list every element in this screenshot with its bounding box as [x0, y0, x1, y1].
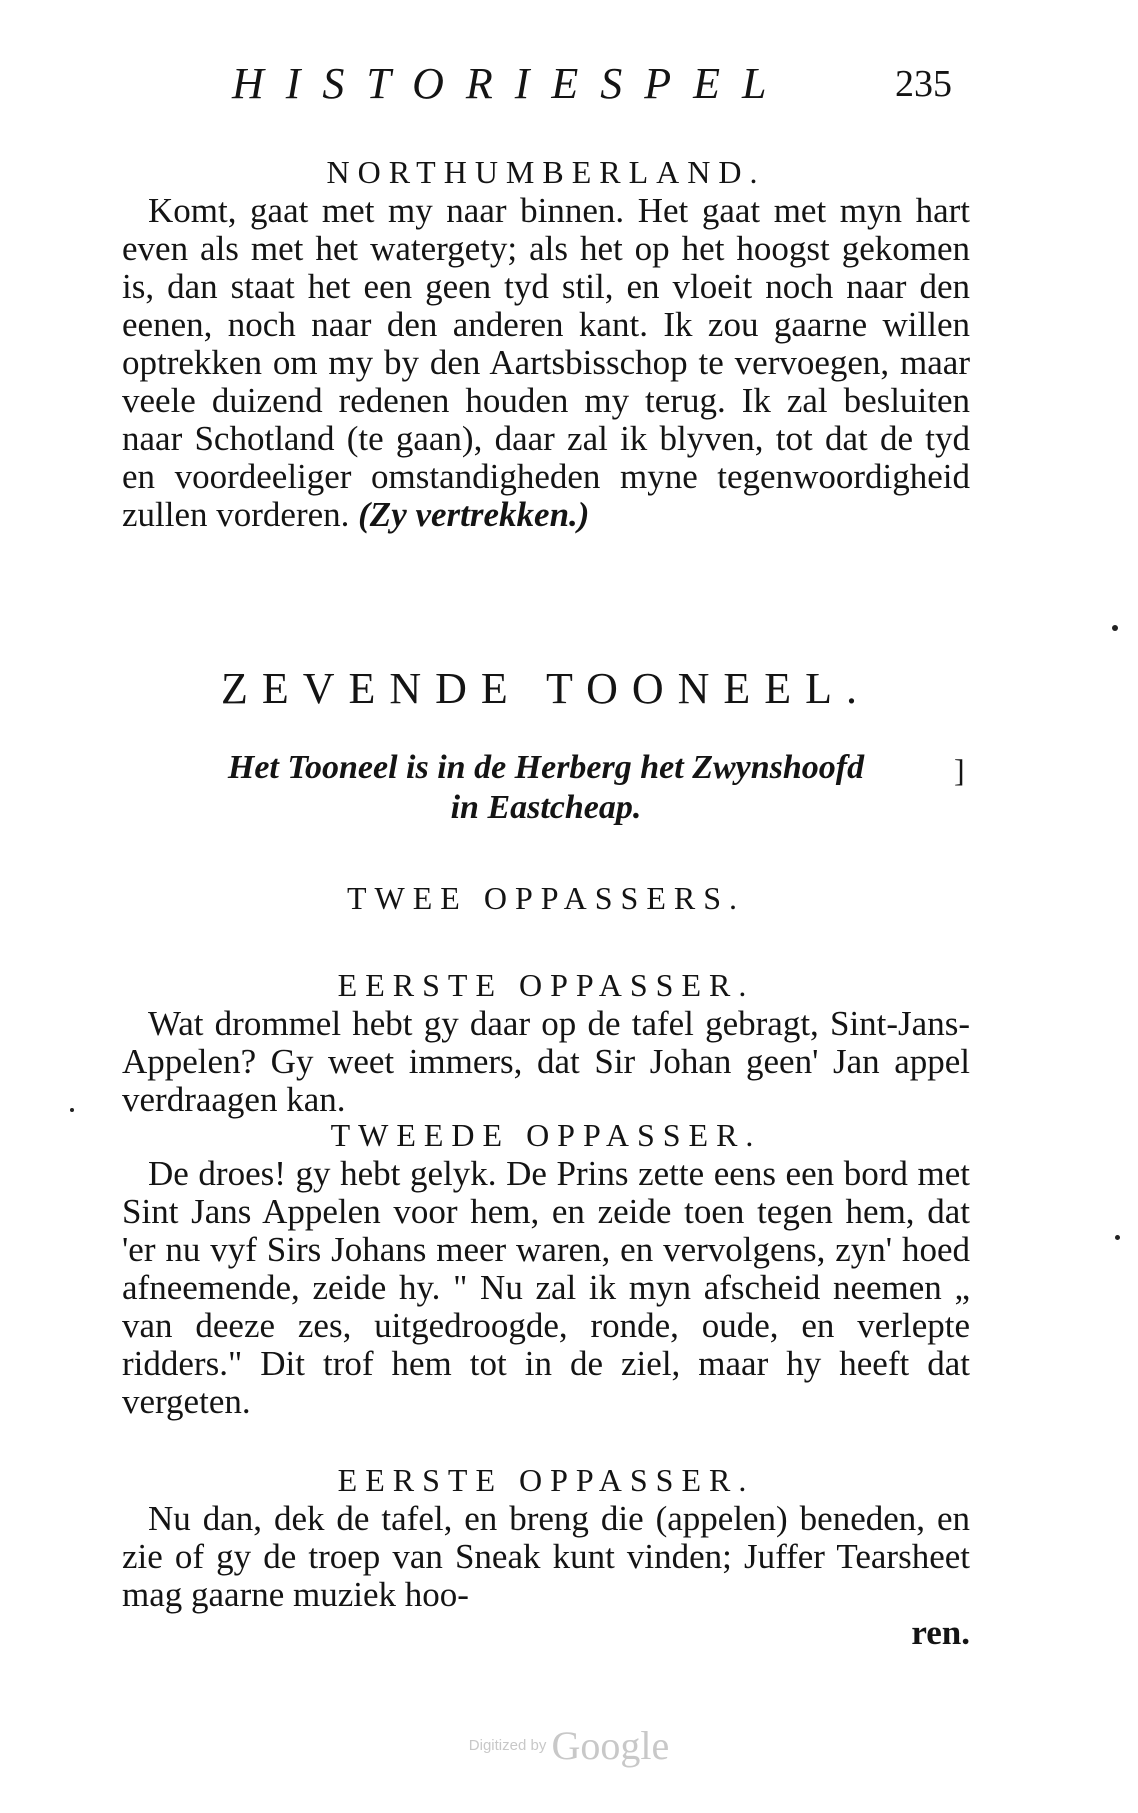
characters-line: TWEE OPPASSERS.	[347, 880, 745, 916]
scene-setting	[122, 748, 970, 828]
watermark-small: Digitized by	[468, 1737, 547, 1754]
scene-heading: ZEVENDE TOONEEL.	[220, 664, 872, 713]
dramatis-personae	[122, 878, 970, 918]
watermark-logo: Google	[551, 1723, 670, 1768]
speech-eerste-oppasser-1	[122, 965, 970, 1119]
scene-setting-line: in Eastcheap.	[450, 789, 642, 826]
speech-text: De droes! gy hebt gelyk. De Prins zette eens een bord met Sint Jans Appelen voor hem, en zeide toen tegen hem, dat 'er nu vyf Sirs Johans meer waren, en vervolgens, zyn' hoed afneemende, zeide hy. " Nu zal ik myn afscheid neemen „ van deeze zes, uitgedroogde, ronde, oude, en verlepte ridders." Dit trof hem tot in de ziel, maar hy heeft dat vergeten.	[122, 1154, 970, 1421]
speech-northumberland	[122, 152, 970, 534]
scene-setting-line: Het Tooneel is in de Herberg het Zwynshoofd	[227, 749, 865, 786]
speaker-name: TWEEDE OPPASSER.	[330, 1117, 762, 1153]
ink-speck	[1112, 625, 1118, 631]
speaker-name: EERSTE OPPASSER.	[337, 1462, 755, 1498]
page-number: 235	[895, 63, 952, 105]
speech-text: Komt, gaat met my naar binnen. Het gaat met myn hart even als met het watergety; als het op het hoogst gekomen is, dan staat het een geen tyd stil, en vloeit noch naar den eenen, noch naar den anderen kant. Ik zou gaarne willen optrekken om my by den Aartsbisschop te vervoegen, maar veele duizend redenen houden my terug. Ik zal besluiten naar Schotland (te gaan), daar zal ik blyven, tot dat de tyd en voordeeliger omstandigheden myne tegenwoordigheid zullen vorderen. (Zy vertrekken.)	[122, 191, 970, 534]
catchword: ren.	[911, 1613, 970, 1652]
digitized-watermark	[0, 1722, 1138, 1769]
ink-speck	[1115, 1235, 1120, 1240]
running-head	[232, 58, 952, 118]
running-title: HISTORIESPEL	[232, 59, 789, 108]
speaker-name: NORTHUMBERLAND.	[326, 154, 766, 190]
stage-direction: (Zy vertrekken.)	[358, 495, 590, 534]
speech-text: Wat drommel hebt gy daar op de tafel gebragt, Sint-Jans-Appelen? Gy weet immers, dat Sir Johan geen' Jan appel verdraagen kan.	[122, 1004, 970, 1119]
speech-eerste-oppasser-2	[122, 1460, 970, 1652]
speaker-name: EERSTE OPPASSER.	[337, 967, 755, 1003]
margin-bracket: ]	[954, 752, 965, 788]
speech-tweede-oppasser	[122, 1115, 970, 1421]
ink-speck	[70, 1108, 74, 1112]
speech-text: Nu dan, dek de tafel, en breng die (appelen) beneden, en zie of gy de troep van Sneak kunt vinden; Juffer Tearsheet mag gaarne muziek hoo-	[122, 1499, 970, 1614]
